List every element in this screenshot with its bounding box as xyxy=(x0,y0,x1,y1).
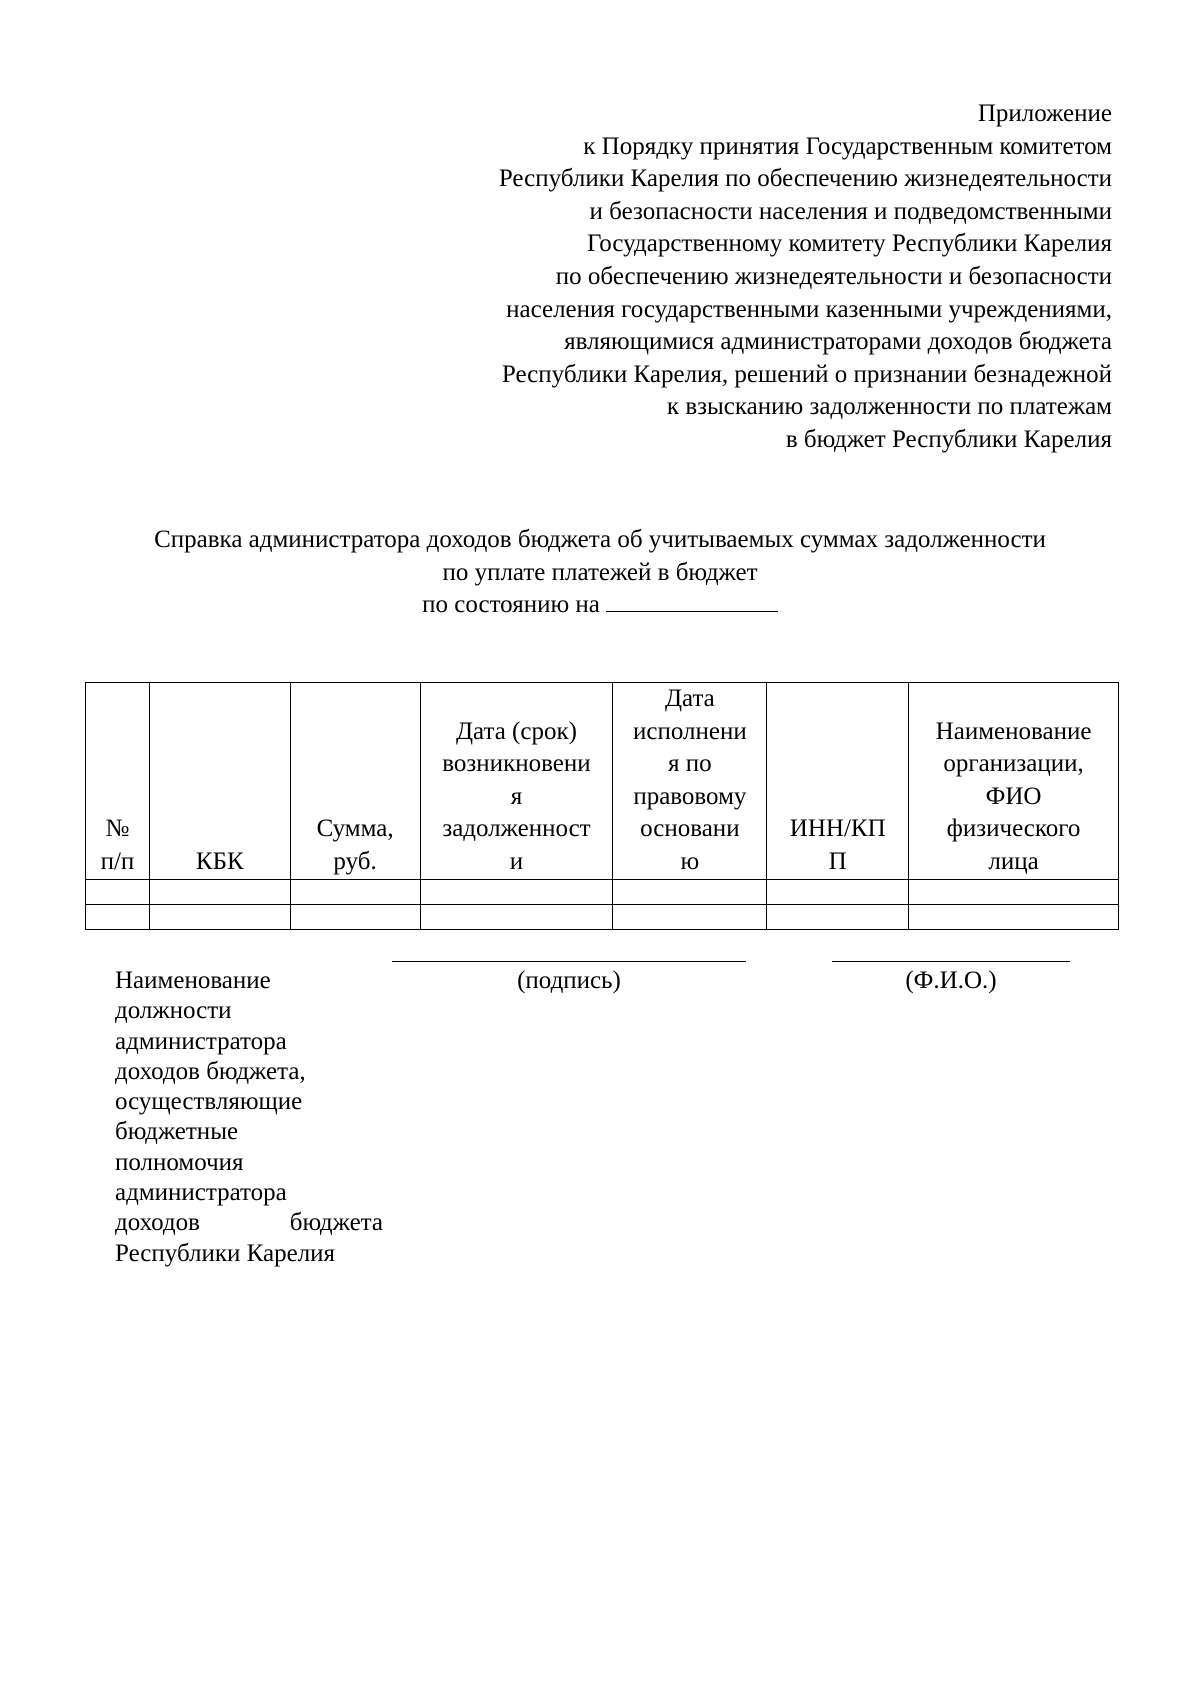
date-blank-field xyxy=(606,589,778,612)
appendix-line: являющимися администраторами доходов бюджета xyxy=(564,328,1112,356)
position-line: доходов бюджета, xyxy=(115,1057,306,1085)
name-caption: (Ф.И.О.) xyxy=(905,967,997,994)
table-cell xyxy=(767,880,909,905)
appendix-header xyxy=(352,98,1112,457)
column-header-inn-kpp-line: П xyxy=(828,847,847,875)
name-line xyxy=(832,961,1070,962)
column-header-number xyxy=(86,683,150,880)
title-line-3 xyxy=(60,589,1140,622)
column-header-number-line: п/п xyxy=(100,847,135,875)
table-row xyxy=(86,880,1119,905)
column-header-execution-date-line: исполнени xyxy=(632,717,747,745)
table-cell xyxy=(909,880,1119,905)
table-cell xyxy=(290,880,420,905)
signature-line xyxy=(392,961,746,962)
position-line: бюджетные xyxy=(115,1118,239,1146)
appendix-line: по обеспечению жизнедеятельности и безопасности xyxy=(555,262,1112,290)
column-header-debt-date xyxy=(420,683,613,880)
column-header-organization-name-line: физического xyxy=(946,815,1081,842)
signature-caption: (подпись) xyxy=(517,967,621,994)
column-header-kbk xyxy=(149,683,290,880)
column-header-amount-line: руб. xyxy=(333,847,377,875)
table-cell xyxy=(149,905,290,930)
position-line: Наименование xyxy=(115,967,271,994)
position-line: администратора xyxy=(115,1179,287,1207)
position-word: доходов xyxy=(115,1209,200,1237)
column-header-organization-name xyxy=(909,683,1119,880)
appendix-line: к взысканию задолженности по платежам xyxy=(666,393,1112,421)
column-header-inn-kpp-line: ИНН/КП xyxy=(789,815,886,842)
position-line: Республики Карелия xyxy=(115,1239,336,1267)
column-header-amount xyxy=(290,683,420,880)
title-line-1: Справка администратора доходов бюджета об учитываемых суммах задолженности xyxy=(154,526,1046,553)
appendix-line: и безопасности населения и подведомственными xyxy=(589,197,1112,225)
table-cell xyxy=(613,905,767,930)
appendix-line: Приложение xyxy=(977,100,1112,127)
table-cell xyxy=(149,880,290,905)
position-word: бюджета xyxy=(289,1209,383,1237)
table-cell xyxy=(420,905,613,930)
column-header-debt-date-line: я xyxy=(510,782,523,810)
table-cell xyxy=(767,905,909,930)
column-header-inn-kpp xyxy=(767,683,909,880)
column-header-debt-date-line: задолженност xyxy=(442,815,591,842)
position-line: осуществляющие xyxy=(115,1088,303,1116)
column-header-execution-date-line: ю xyxy=(680,847,700,875)
table-row xyxy=(86,905,1119,930)
table-header-row xyxy=(86,683,1119,880)
appendix-line: к Порядку принятия Государственным комитетом xyxy=(583,132,1112,160)
table-cell xyxy=(420,880,613,905)
column-header-debt-date-line: Дата (срок) xyxy=(455,717,577,745)
column-header-number-line: № xyxy=(105,815,130,842)
position-name-block xyxy=(115,966,383,1269)
column-header-execution-date-line: я по xyxy=(668,750,712,777)
position-line: полномочия xyxy=(115,1148,244,1176)
table-cell xyxy=(613,880,767,905)
table-cell xyxy=(909,905,1119,930)
column-header-kbk-line: КБК xyxy=(195,847,244,875)
column-header-debt-date-line: и xyxy=(509,847,524,875)
column-header-organization-name-line: ФИО xyxy=(985,782,1042,810)
position-line: администратора xyxy=(115,1027,287,1055)
appendix-line: Республики Карелия по обеспечению жизнедеятельности xyxy=(498,165,1112,193)
appendix-line: Республики Карелия, решений о признании безнадежной xyxy=(501,360,1112,388)
table-cell xyxy=(86,880,150,905)
column-header-execution-date-line: правовому xyxy=(633,782,747,810)
title-line-2: по уплате платежей в бюджет xyxy=(442,558,758,586)
column-header-amount-line: Сумма, xyxy=(316,815,394,842)
column-header-organization-name-line: Наименование xyxy=(935,717,1092,745)
column-header-execution-date-line: основани xyxy=(640,815,740,842)
column-header-debt-date-line: возникновени xyxy=(442,750,591,777)
table-cell xyxy=(86,905,150,930)
column-header-execution-date xyxy=(613,683,767,880)
position-line-justified xyxy=(115,1208,383,1238)
column-header-organization-name-line: лица xyxy=(988,847,1039,875)
document-title xyxy=(60,524,1140,622)
debt-table xyxy=(85,682,1119,930)
column-header-organization-name-line: организации, xyxy=(943,750,1084,777)
as-of-label: по состоянию на xyxy=(422,591,600,618)
appendix-line: в бюджет Республики Карелия xyxy=(785,425,1112,453)
position-line: должности xyxy=(115,997,232,1025)
appendix-line: Государственному комитету Республики Карелия xyxy=(586,230,1112,258)
appendix-line: населения государственными казенными учреждениями, xyxy=(506,295,1112,323)
table-cell xyxy=(290,905,420,930)
column-header-execution-date-line: Дата xyxy=(664,685,715,712)
